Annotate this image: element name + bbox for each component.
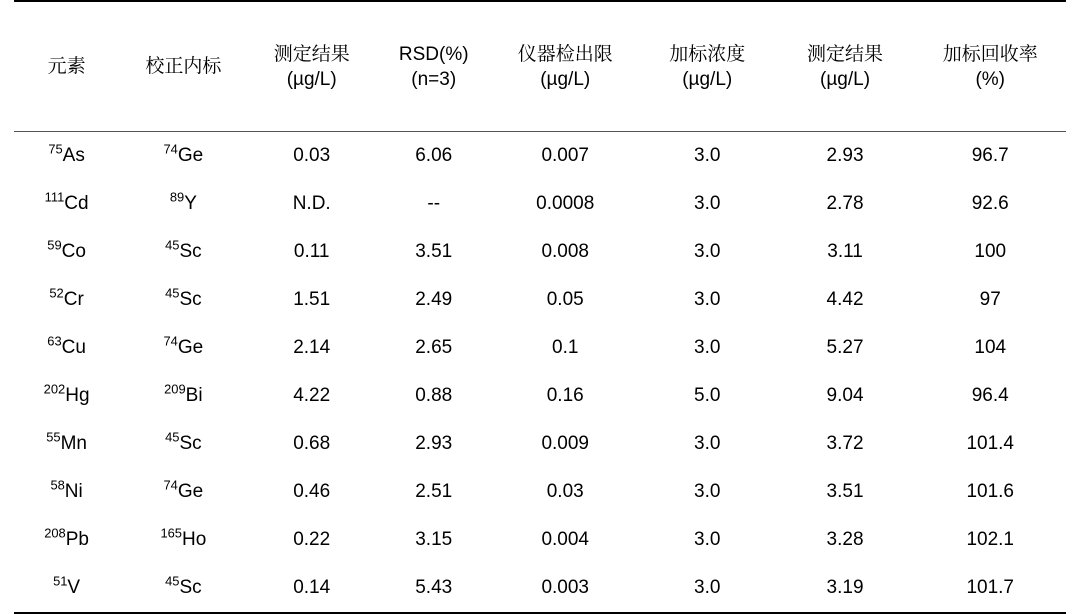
cell-idl: 0.008 bbox=[541, 240, 589, 262]
cell-spike-result: 9.04 bbox=[826, 384, 864, 406]
cell-recovery: 97 bbox=[979, 288, 1001, 310]
cell-result: 1.51 bbox=[293, 288, 331, 310]
element-symbol: As bbox=[62, 144, 85, 166]
column-header-line1: 元素 bbox=[47, 56, 86, 78]
element-symbol: Ge bbox=[177, 336, 204, 358]
element-symbol: Sc bbox=[179, 432, 202, 454]
cell-recovery: 96.7 bbox=[971, 144, 1009, 166]
isotope-mass: 74 bbox=[163, 477, 178, 493]
cell-idl: 0.03 bbox=[546, 480, 584, 502]
column-header-element bbox=[14, 1, 119, 131]
cell-element bbox=[14, 276, 119, 324]
isotope-mass: 89 bbox=[169, 189, 185, 205]
isotope-mass: 45 bbox=[165, 573, 180, 589]
cell-rsd: 6.06 bbox=[415, 144, 453, 166]
table-header-row bbox=[14, 1, 1066, 131]
isotope-mass: 51 bbox=[53, 573, 68, 589]
column-header-instrument-detection-limit bbox=[492, 1, 639, 131]
cell-recovery: 101.6 bbox=[966, 480, 1014, 502]
column-header-line2: (µg/L) bbox=[820, 69, 871, 91]
column-header-spike-concentration bbox=[639, 1, 776, 131]
cell-recovery: 104 bbox=[974, 336, 1007, 358]
cell-result: 2.14 bbox=[293, 336, 331, 358]
element-symbol: Bi bbox=[185, 384, 203, 406]
cell-recovery: 102.1 bbox=[966, 528, 1014, 550]
cell-spike-result: 2.78 bbox=[826, 192, 864, 214]
cell-spike-result: 5.27 bbox=[826, 336, 864, 358]
isotope-mass: 111 bbox=[44, 189, 65, 205]
element-symbol: Ge bbox=[177, 144, 204, 166]
column-header-line1: 仪器检出限 bbox=[517, 43, 613, 65]
isotope-mass: 55 bbox=[46, 429, 61, 445]
cell-recovery: 101.7 bbox=[966, 576, 1014, 598]
column-header-spike-result bbox=[776, 1, 915, 131]
isotope-mass: 63 bbox=[47, 333, 62, 349]
cell-spike-concentration: 3.0 bbox=[694, 432, 721, 454]
table-row bbox=[14, 276, 1066, 324]
cell-element bbox=[14, 180, 119, 228]
cell-rsd: 3.15 bbox=[415, 528, 453, 550]
isotope-mass: 209 bbox=[164, 381, 186, 397]
cell-spike-concentration: 5.0 bbox=[694, 384, 721, 406]
cell-rsd: 2.51 bbox=[415, 480, 453, 502]
isotope-mass: 208 bbox=[44, 525, 66, 541]
cell-spike-result: 3.28 bbox=[826, 528, 864, 550]
element-symbol: Cu bbox=[61, 336, 86, 358]
cell-idl: 0.004 bbox=[541, 528, 589, 550]
cell-rsd: 2.65 bbox=[415, 336, 453, 358]
cell-recovery: 92.6 bbox=[971, 192, 1009, 214]
element-symbol: Cd bbox=[64, 192, 89, 214]
table-row bbox=[14, 564, 1066, 613]
column-header-line1: 测定结果 bbox=[807, 43, 884, 65]
cell-recovery: 100 bbox=[974, 240, 1007, 262]
table-body bbox=[14, 131, 1066, 613]
table-row bbox=[14, 420, 1066, 468]
cell-spike-result: 2.93 bbox=[826, 144, 864, 166]
table-row bbox=[14, 516, 1066, 564]
column-header-line1: 测定结果 bbox=[273, 43, 350, 65]
cell-result: 4.22 bbox=[293, 384, 331, 406]
cell-element bbox=[14, 468, 119, 516]
cell-internal-standard bbox=[119, 516, 247, 564]
column-header-line1: 加标回收率 bbox=[942, 43, 1038, 65]
table-row bbox=[14, 228, 1066, 276]
column-header-recovery bbox=[914, 1, 1066, 131]
table-row bbox=[14, 468, 1066, 516]
cell-spike-concentration: 3.0 bbox=[694, 240, 721, 262]
isotope-mass: 75 bbox=[48, 141, 63, 157]
cell-rsd: 2.93 bbox=[415, 432, 453, 454]
cell-spike-concentration: 3.0 bbox=[694, 288, 721, 310]
cell-result: 0.03 bbox=[293, 144, 331, 166]
cell-internal-standard bbox=[119, 131, 247, 180]
element-symbol: Co bbox=[61, 240, 86, 262]
measurement-results-table bbox=[14, 0, 1066, 614]
cell-idl: 0.1 bbox=[552, 336, 579, 358]
column-header-result bbox=[248, 1, 376, 131]
isotope-mass: 59 bbox=[47, 237, 62, 253]
isotope-mass: 74 bbox=[163, 333, 178, 349]
cell-spike-concentration: 3.0 bbox=[694, 144, 721, 166]
cell-rsd: 5.43 bbox=[415, 576, 453, 598]
cell-internal-standard bbox=[119, 324, 247, 372]
table-row bbox=[14, 372, 1066, 420]
cell-spike-concentration: 3.0 bbox=[694, 192, 721, 214]
cell-spike-concentration: 3.0 bbox=[694, 336, 721, 358]
cell-rsd: -- bbox=[427, 192, 441, 214]
cell-result: 0.11 bbox=[293, 240, 330, 262]
isotope-mass: 45 bbox=[165, 237, 180, 253]
cell-spike-concentration: 3.0 bbox=[694, 480, 721, 502]
column-header-line1: 校正内标 bbox=[145, 56, 222, 78]
cell-element bbox=[14, 420, 119, 468]
element-symbol: Mn bbox=[60, 432, 87, 454]
cell-internal-standard bbox=[119, 228, 247, 276]
column-header-line2: (µg/L) bbox=[286, 69, 337, 91]
isotope-mass: 58 bbox=[50, 477, 65, 493]
cell-element bbox=[14, 324, 119, 372]
cell-idl: 0.003 bbox=[541, 576, 589, 598]
cell-element bbox=[14, 228, 119, 276]
cell-element bbox=[14, 131, 119, 180]
isotope-mass: 202 bbox=[43, 381, 66, 397]
isotope-mass: 45 bbox=[165, 429, 180, 445]
cell-idl: 0.007 bbox=[541, 144, 589, 166]
cell-spike-result: 3.51 bbox=[826, 480, 864, 502]
column-header-rsd bbox=[376, 1, 492, 131]
table-header bbox=[14, 1, 1066, 131]
cell-result: N.D. bbox=[292, 192, 331, 214]
cell-spike-concentration: 3.0 bbox=[694, 576, 721, 598]
element-symbol: Pb bbox=[65, 528, 89, 550]
column-header-line2: (µg/L) bbox=[540, 69, 591, 91]
cell-internal-standard bbox=[119, 180, 247, 228]
cell-element bbox=[14, 372, 119, 420]
cell-recovery: 101.4 bbox=[966, 432, 1014, 454]
cell-result: 0.22 bbox=[293, 528, 331, 550]
cell-internal-standard bbox=[119, 420, 247, 468]
cell-idl: 0.009 bbox=[541, 432, 589, 454]
element-symbol: Sc bbox=[179, 288, 202, 310]
column-header-line2: (%) bbox=[975, 69, 1006, 91]
table-row bbox=[14, 180, 1066, 228]
cell-result: 0.14 bbox=[293, 576, 331, 598]
cell-internal-standard bbox=[119, 468, 247, 516]
cell-spike-result: 3.72 bbox=[826, 432, 864, 454]
element-symbol: Ho bbox=[181, 528, 207, 550]
cell-idl: 0.05 bbox=[546, 288, 584, 310]
cell-recovery: 96.4 bbox=[971, 384, 1009, 406]
isotope-mass: 74 bbox=[163, 141, 178, 157]
cell-internal-standard bbox=[119, 372, 247, 420]
element-symbol: Sc bbox=[179, 240, 202, 262]
cell-spike-result: 4.42 bbox=[826, 288, 864, 310]
cell-spike-result: 3.19 bbox=[826, 576, 864, 598]
table-row bbox=[14, 131, 1066, 180]
cell-rsd: 2.49 bbox=[415, 288, 453, 310]
cell-idl: 0.0008 bbox=[536, 192, 595, 214]
column-header-line2: (n=3) bbox=[411, 69, 457, 91]
isotope-mass: 45 bbox=[165, 285, 180, 301]
cell-internal-standard bbox=[119, 276, 247, 324]
isotope-mass: 52 bbox=[49, 285, 64, 301]
element-symbol: Y bbox=[184, 192, 197, 214]
isotope-mass: 165 bbox=[160, 525, 182, 541]
element-symbol: Ni bbox=[64, 480, 83, 502]
column-header-line1: RSD(%) bbox=[398, 43, 469, 65]
cell-spike-result: 3.11 bbox=[827, 240, 863, 262]
element-symbol: Cr bbox=[63, 288, 84, 310]
element-symbol: Sc bbox=[179, 576, 202, 598]
table-row bbox=[14, 324, 1066, 372]
cell-rsd: 3.51 bbox=[415, 240, 453, 262]
column-header-line2: (µg/L) bbox=[682, 69, 733, 91]
cell-rsd: 0.88 bbox=[415, 384, 453, 406]
column-header-line1: 加标浓度 bbox=[669, 43, 746, 65]
element-symbol: V bbox=[67, 576, 81, 598]
cell-idl: 0.16 bbox=[546, 384, 584, 406]
element-symbol: Ge bbox=[177, 480, 204, 502]
column-header-internal-standard bbox=[119, 1, 247, 131]
cell-element bbox=[14, 516, 119, 564]
cell-spike-concentration: 3.0 bbox=[694, 528, 721, 550]
element-symbol: Hg bbox=[65, 384, 90, 406]
cell-result: 0.46 bbox=[293, 480, 331, 502]
cell-internal-standard bbox=[119, 564, 247, 613]
cell-result: 0.68 bbox=[293, 432, 331, 454]
cell-element bbox=[14, 564, 119, 613]
